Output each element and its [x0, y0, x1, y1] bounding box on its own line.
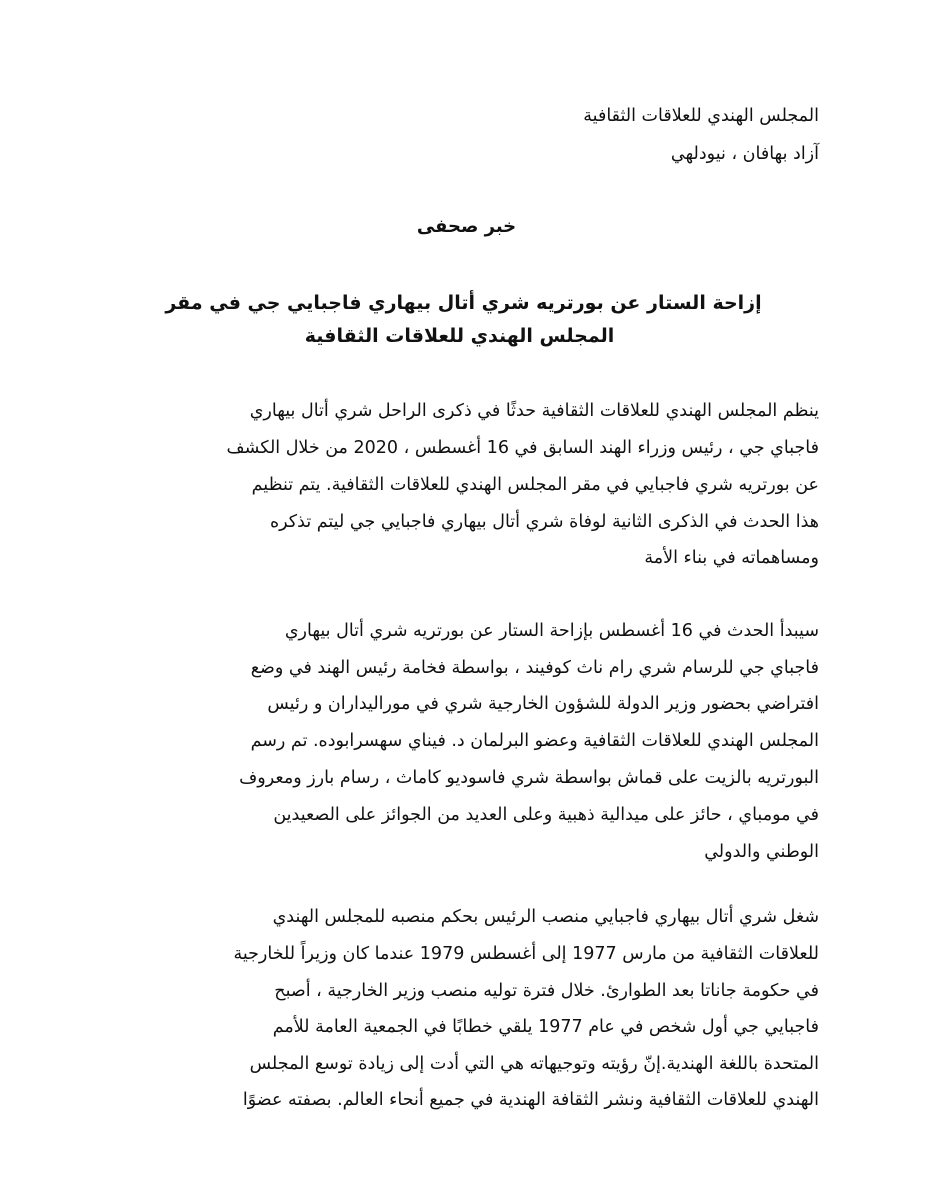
headline-line-2: المجلس الهندي للعلاقات الثقافية	[304, 325, 615, 347]
paragraph-line: في مومباي ، حائز على ميدالية ذهبية وعلى العديد من الجوائز على الصعيدين	[273, 805, 819, 825]
paragraph-line: في حكومة جاناتا بعد الطوارئ. خلال فترة توليه منصب وزير الخارجية ، أصبح	[274, 981, 819, 1001]
paragraph-line: شغل شري أتال بيهاري فاجبايي منصب الرئيس بحكم منصبه للمجلس الهندي	[272, 907, 819, 927]
paragraph-line: المجلس الهندي للعلاقات الثقافية وعضو البرلمان د. فيناي سهسرابوده. تم رسم	[250, 731, 819, 751]
paragraph-line: ومساهماته في بناء الأمة	[644, 548, 819, 568]
paragraph-line: الوطني والدولي	[704, 842, 819, 862]
paragraph-line: للعلاقات الثقافية من مارس 1977 إلى أغسطس 1979 عندما كان وزيراً للخارجية	[233, 944, 819, 964]
paragraph-line: فاجباي جي للرسام شري رام ناث كوفيند ، بواسطة فخامة رئيس الهند في وضع	[250, 658, 819, 678]
organization-address: آزاد بهافان ، نيودلهي	[670, 144, 819, 164]
paragraph-line: المتحدة باللغة الهندية.إنّ رؤيته وتوجيهاته هي التي أدت إلى زيادة توسع المجلس	[249, 1054, 819, 1074]
paragraph-line: عن بورتريه شري فاجبايي في مقر المجلس الهندي للعلاقات الثقافية. يتم تنظيم	[251, 475, 819, 495]
document-subtitle: خبر صحفى	[416, 216, 517, 237]
organization-name: المجلس الهندي للعلاقات الثقافية	[583, 106, 819, 126]
paragraph-line: البورتريه بالزيت على قماش بواسطة شري فاسوديو كاماث ، رسام بارز ومعروف	[239, 768, 819, 788]
paragraph-line: افتراضي بحضور وزير الدولة للشؤون الخارجية شري في موراليداران و رئيس	[267, 694, 819, 714]
paragraph-line: ينظم المجلس الهندي للعلاقات الثقافية حدثًا في ذكرى الراحل شري أتال بيهاري	[249, 401, 819, 421]
headline-line-1: إزاحة الستار عن بورتريه شري أتال بيهاري فاجبايي جي في مقر	[165, 292, 762, 314]
paragraph-line: سيبدأ الحدث في 16 أغسطس بإزاحة الستار عن بورتريه شري أتال بيهاري	[284, 621, 819, 641]
paragraph-line: فاجباي جي ، رئيس وزراء الهند السابق في 16 أغسطس ، 2020 من خلال الكشف	[226, 438, 819, 458]
paragraph-line: هذا الحدث في الذكرى الثانية لوفاة شري أتال بيهاري فاجبايي جي ليتم تذكره	[269, 512, 819, 532]
paragraph-line: فاجبايي جي أول شخص في عام 1977 يلقي خطابًا في الجمعية العامة للأمم	[272, 1017, 819, 1037]
paragraph-line: الهندي للعلاقات الثقافية ونشر الثقافة الهندية في جميع أنحاء العالم. بصفته عضوًا	[242, 1090, 819, 1110]
